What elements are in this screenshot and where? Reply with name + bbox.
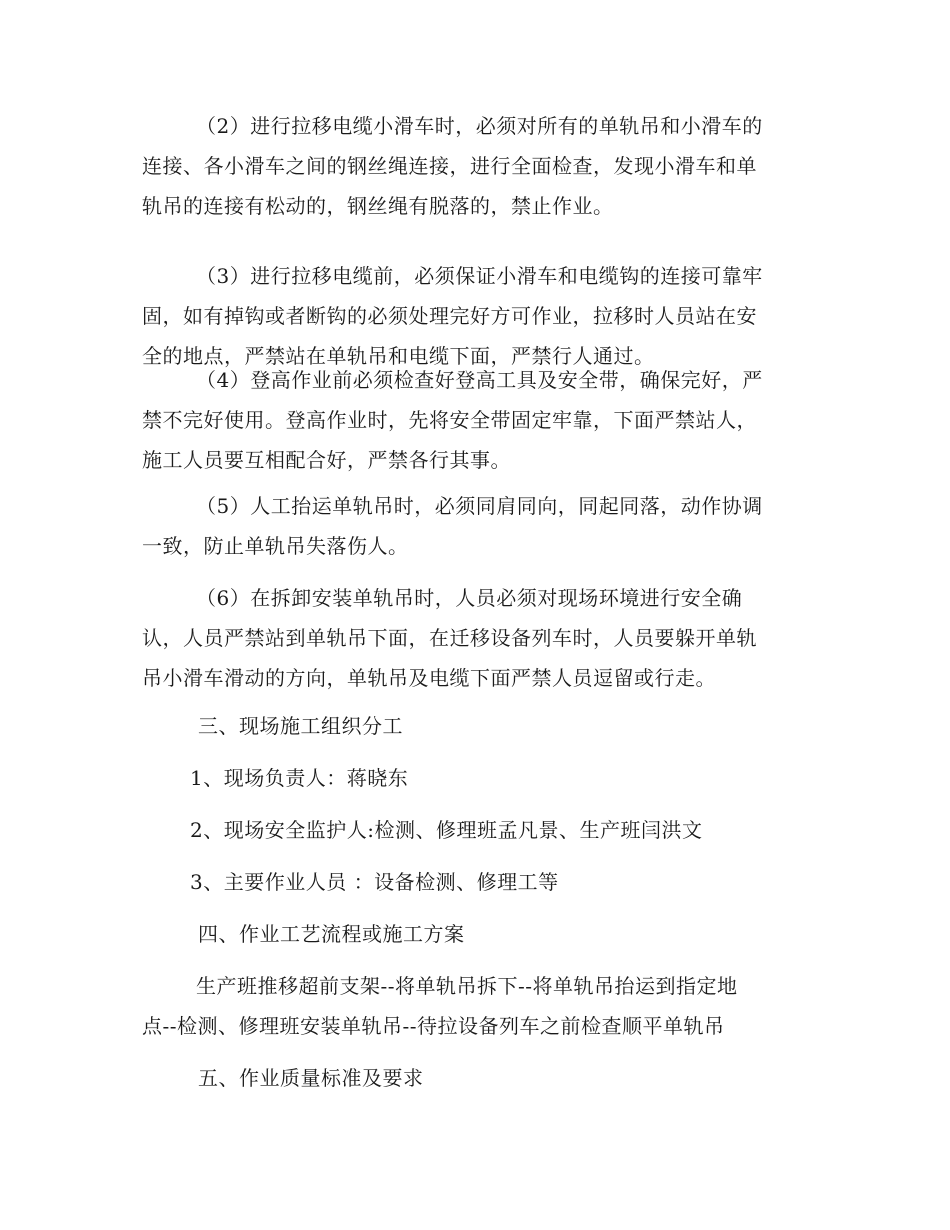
section-heading-3: 三、现场施工组织分工 bbox=[198, 714, 403, 738]
list-item-main-workers: 3、主要作业人员 ：设备检测、修理工等 bbox=[190, 870, 559, 894]
paragraph-item-3: （3）进行拉移电缆前，必须保证小滑车和电缆钩的连接可靠牢 固，如有掉钩或者断钩的必须处理完好方可作业，拉移时人员站在安 全的地点，严禁站在单轨吊和电缆下面，严禁行人通过。 bbox=[142, 264, 763, 368]
section-heading-4: 四、作业工艺流程或施工方案 bbox=[198, 922, 465, 946]
paragraph-item-5: （5）人工抬运单轨吊时，必须同肩同向，同起同落，动作协调 一致，防止单轨吊失落伤人。 bbox=[142, 494, 763, 558]
paragraph-item-2: （2）进行拉移电缆小滑车时，必须对所有的单轨吊和小滑车的 连接、各小滑车之间的钢丝绳连接，进行全面检查，发现小滑车和单 轨吊的连接有松动的，钢丝绳有脱落的，禁止作业。 bbox=[142, 114, 763, 218]
paragraph-item-6: （6）在拆卸安装单轨吊时，人员必须对现场环境进行安全确 认，人员严禁站到单轨吊下面，在迁移设备列车时，人员要躲开单轨 吊小滑车滑动的方向，单轨吊及电缆下面严禁人员逗留或行走。 bbox=[142, 586, 757, 690]
list-item-site-leader: 1、现场负责人：蒋晓东 bbox=[190, 766, 409, 790]
list-item-safety-supervisor: 2、现场安全监护人:检测、修理班孟凡景、生产班闫洪文 bbox=[190, 818, 703, 842]
paragraph-item-4: （4）登高作业前必须检查好登高工具及安全带，确保完好，严 禁不完好使用。登高作业时，先将安全带固定牢靠，下面严禁站人， 施工人员要互相配合好，严禁各行其事。 bbox=[142, 368, 763, 472]
section-heading-5: 五、作业质量标准及要求 bbox=[198, 1066, 424, 1090]
process-flow-text: 生产班推移超前支架--将单轨吊拆下--将单轨吊抬运到指定地 点--检测、修理班安装单轨吊--待拉设备列车之前检查顺平单轨吊 bbox=[142, 974, 738, 1038]
